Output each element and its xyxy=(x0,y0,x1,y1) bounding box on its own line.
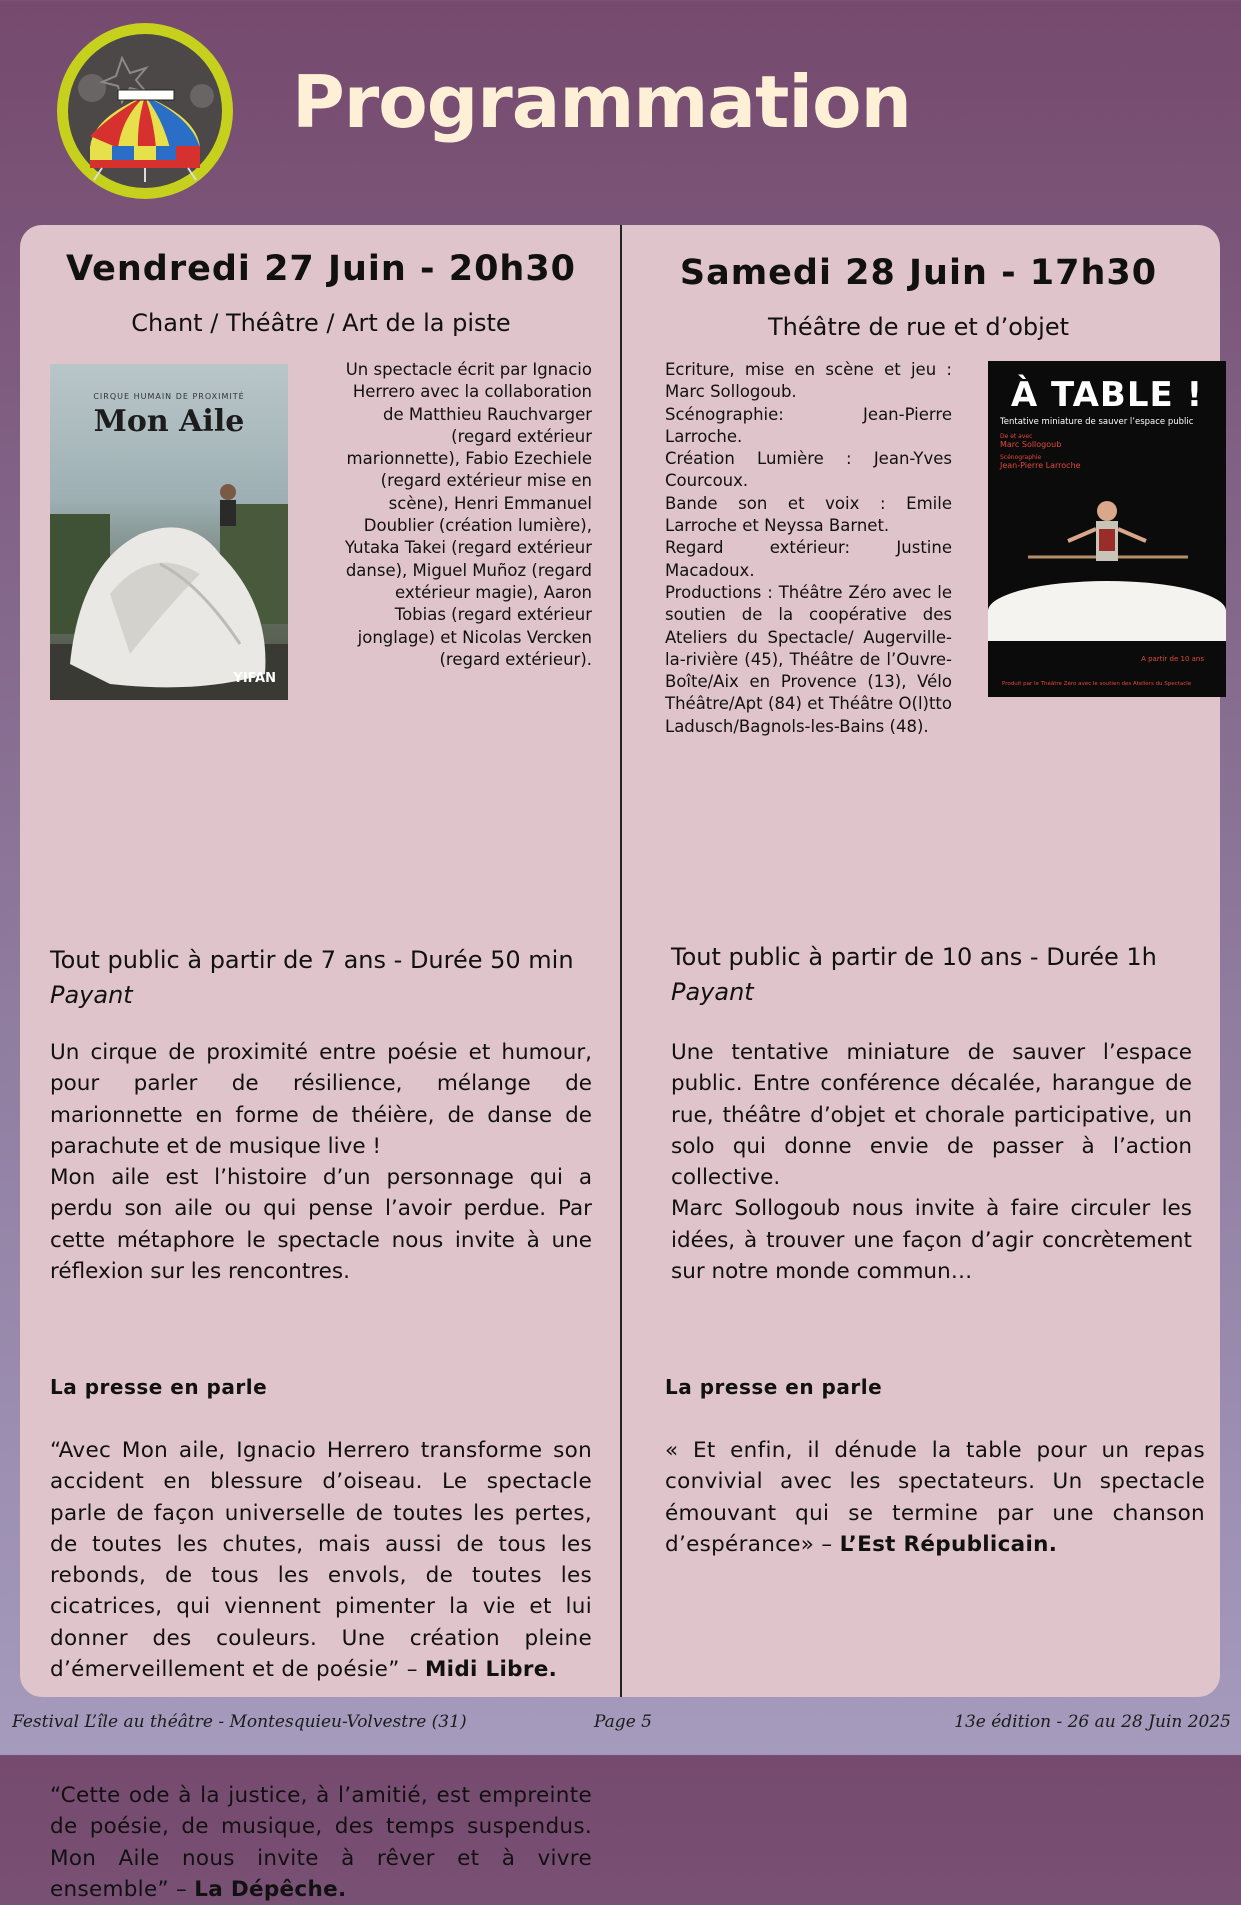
poster-title: Mon Aile xyxy=(93,404,245,439)
event-price: Payant xyxy=(50,981,133,1009)
event-credits: Ecriture, mise en scène et jeu : Marc Sollogoub. Scénographie: Jean-Pierre Larroche. Création Lumière : Jean-Yves Courcoux. Bande son et voix : Emile Larroche et Neyssa Barnet. Regard extérieur: Justine Macadoux. Productions : Théâtre Zéro avec le soutien de la coopérative des Ateliers du Spectacle/ Augerville-la-rivière (45), Théâtre de l’Ouvre-Boîte/Aix en Provence (13), Vélo Théâtre/Apt (84) et Théâtre O(l)tto Ladusch/Bagnols-les-Bains (48). xyxy=(665,360,952,736)
description-paragraph: Mon aile est l’histoire d’un personnage qui a perdu son aile ou qui pense l’avoir perdue. Par cette métaphore le spectacle nous invite à une réflexion sur les rencontres. xyxy=(50,1165,592,1285)
poster-footnote: Produit par le Théâtre Zéro avec le soutien des Ateliers du Spectacle xyxy=(1002,681,1192,687)
quote-source: La Dépêche. xyxy=(194,1876,347,1902)
event-credits: Un spectacle écrit par Ignacio Herrero avec la collaboration de Matthieu Rauchvarger (regard extérieur marionnette), Fabio Ezechiele (regard extérieur mise en scène), Henri Emmanuel Doublier (création lumière), Yutaka Takei (regard extérieur danse), Miguel Muñoz (regard extérieur magie), Aaron Tobias (regard extérieur jonglage) et Nicolas Vercken (regard extérieur). xyxy=(344,360,592,669)
press-quote: « Et enfin, il dénude la table pour un repas convivial avec les spectateurs. Un spectacle émouvant qui se termine par une chanson d’espérance» – L’Est Républicain. xyxy=(665,1438,1205,1557)
event-meta xyxy=(50,943,592,1013)
event-genre: Théâtre de rue et d’objet xyxy=(767,313,1070,341)
poster-mon-aile xyxy=(50,364,288,700)
footer-festival: Festival L’île au théâtre - Montesquieu-Volvestre (31) xyxy=(12,1712,467,1732)
event-genre: Chant / Théâtre / Art de la piste xyxy=(131,309,511,337)
description-paragraph: Un cirque de proximité entre poésie et humour, pour parler de résilience, mélange de marionnette en forme de théière, de danse de parachute et de musique live ! xyxy=(50,1040,592,1159)
event-description xyxy=(671,1037,1192,1287)
description-paragraph: Une tentative miniature de sauver l’espace public. Entre conférence décalée, harangue de rue, théâtre d’objet et chorale participative, un solo qui donne envie de passer à l’action collective. xyxy=(671,1040,1192,1191)
event-audience: Tout public à partir de 10 ans - Durée 1h xyxy=(671,943,1157,971)
event-price: Payant xyxy=(671,978,754,1006)
poster-title: À TABLE ! xyxy=(1010,375,1204,415)
quote-source: L’Est Républicain. xyxy=(839,1531,1058,1557)
poster-subtitle: Tentative miniature de sauver l’espace public xyxy=(1000,417,1194,427)
poster-age: A partir de 10 ans xyxy=(1141,655,1204,663)
poster-a-table xyxy=(988,361,1226,697)
footer-page-number: Page 5 xyxy=(594,1712,652,1732)
press-heading: La presse en parle xyxy=(50,1375,268,1399)
event-date: Samedi 28 Juin - 17h30 xyxy=(679,253,1158,293)
circus-tent-icon xyxy=(52,18,238,204)
quote-source: Midi Libre. xyxy=(424,1657,558,1683)
poster-brand: YIFAN xyxy=(233,671,276,686)
press-heading: La presse en parle xyxy=(665,1375,883,1399)
event-saturday xyxy=(645,225,1205,1697)
event-meta xyxy=(671,940,1192,1010)
press-quote: “Avec Mon aile, Ignacio Herrero transforme son accident en blessure d’oiseau. Le spectacle parle de façon universelle de toutes les pertes, de toutes les chutes, mais aussi de tous les rebonds, de tous les envols, de toutes les cicatrices, qui viennent pimenter la vie et lui donner des couleurs. Une création pleine d’émerveillement et de poésie” – Midi Libre. xyxy=(50,1438,592,1683)
poster-name: Jean-Pierre Larroche xyxy=(1000,461,1081,470)
event-audience: Tout public à partir de 7 ans - Durée 50 min xyxy=(50,946,574,974)
description-paragraph: Marc Sollogoub nous invite à faire circuler les idées, à trouver une façon d’agir concrètement sur notre monde commun… xyxy=(671,1196,1192,1285)
poster-role: De et avec xyxy=(1000,433,1033,440)
press-quote: “Cette ode à la justice, à l’amitié, est empreinte de poésie, de musique, des temps suspendus. Mon Aile nous invite à rêver et à vivre ensemble” – La Dépêche. xyxy=(50,1783,592,1902)
poster-kicker: CIRQUE HUMAIN DE PROXIMITÉ xyxy=(93,392,245,401)
festival-logo xyxy=(52,18,238,204)
poster-name: Marc Sollogoub xyxy=(1000,440,1062,449)
event-date: Vendredi 27 Juin - 20h30 xyxy=(65,249,577,289)
event-description xyxy=(50,1037,592,1287)
page-title: Programmation xyxy=(292,60,911,144)
poster-role: Scénographie xyxy=(1000,454,1042,461)
column-divider xyxy=(620,225,622,1697)
footer-edition: 13e édition - 26 au 28 Juin 2025 xyxy=(954,1712,1231,1732)
